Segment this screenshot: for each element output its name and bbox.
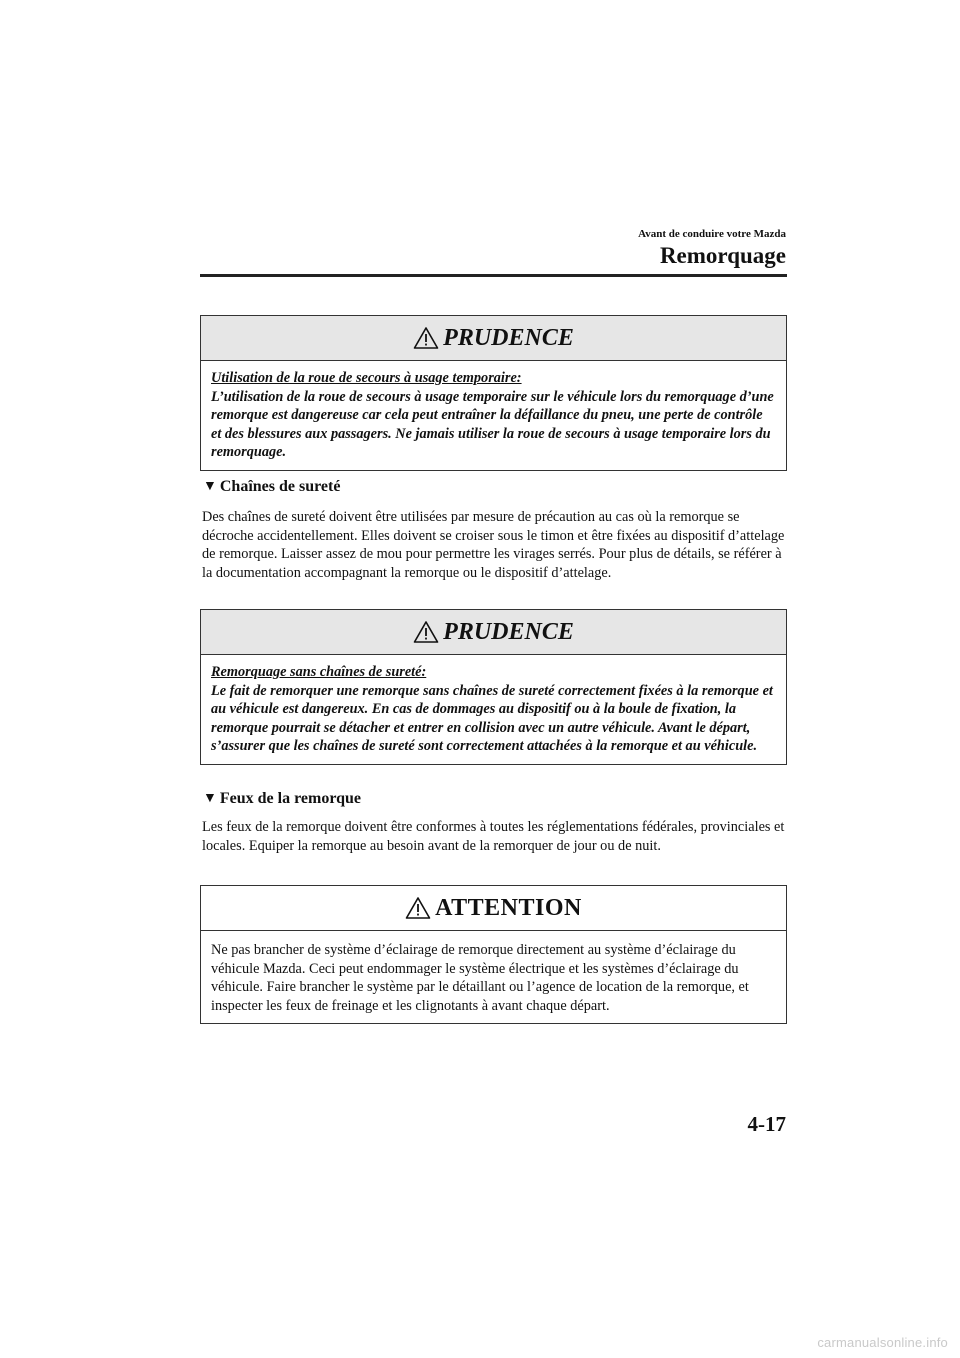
attention-box-header [201,886,786,931]
warning-triangle-icon [413,326,439,350]
caution-title: PRUDENCE [443,324,574,351]
section-heading-trailer-lights [203,790,361,808]
caution-lead: Utilisation de la roue de secours à usage temporaire: [211,370,522,386]
attention-box-lighting [200,885,787,1024]
attention-title: ATTENTION [435,894,582,921]
down-triangle-icon: ▼ [203,791,217,806]
caution-box-safety-chains [200,609,787,765]
section-paragraph-trailer-lights: Les feux de la remorque doivent être conformes à toutes les réglementations fédérales, provinciales et locales. Equiper la remorque au besoin avant de la remorquer de jour ou de nuit. [202,819,785,854]
warning-triangle-icon [405,896,431,920]
section-heading-text: Chaînes de sureté [219,478,341,495]
caution-text: L’utilisation de la roue de secours à usage temporaire sur le véhicule lors du remorquage d’une remorque est dangereuse car cela peut entraîner la défaillance du pneu, une perte de contrôle et des blessures aux passagers. Ne jamais utiliser la roue de secours à usage temporaire lors du remorquage. [211,388,774,460]
attention-body: Ne pas brancher de système d’éclairage de remorque directement au système d’éclairage du véhicule Mazda. Ceci peut endommager le système électrique et les systèmes d’éclairage du véhicule. Faire brancher le système par le détaillant ou l’agence de location de la remorque, et inspecter les feux de freinage et les clignotants à avant chaque départ. [211,942,749,1014]
page-number: 4-17 [747,1112,786,1136]
caution-text: Le fait de remorquer une remorque sans chaînes de sureté correctement fixées à la remorque et au véhicule est dangereux. En cas de dommages au dispositif ou à la boule de fixation, la remorque pourrait se détacher et entrer en collision avec un autre véhicule. Avant le départ, s’assurer que les chaînes de sureté sont correctement attachées à la remorque et au véhicule. [211,682,773,754]
header-divider [200,274,787,277]
caution-lead: Remorquage sans chaînes de sureté: [211,664,427,680]
caution-title: PRUDENCE [443,618,574,645]
caution-box-header [201,316,786,361]
running-header-subtitle: Avant de conduire votre Mazda [638,228,786,240]
warning-triangle-icon [413,620,439,644]
caution-box-header [201,610,786,655]
section-heading-text: Feux de la remorque [219,790,362,807]
section-paragraph-safety-chains: Des chaînes de sureté doivent être utilisées par mesure de précaution au cas où la remorque se décroche accidentellement. Elles doivent se croiser sous le timon et être fixées au dispositif d’attelage de remorque. Laisser assez de mou pour permettre les virages serrés. Pour plus de détails, se référer à la documentation accompagnant la remorque ou le dispositif d’attelage. [202,509,785,581]
section-heading-safety-chains [203,478,340,496]
caution-box-spare-tire [200,315,787,471]
caution-body [201,361,786,470]
down-triangle-icon: ▼ [203,479,217,494]
caution-body [201,655,786,764]
running-header-title: Remorquage [659,243,786,268]
watermark: carmanualsonline.info [817,1335,948,1350]
